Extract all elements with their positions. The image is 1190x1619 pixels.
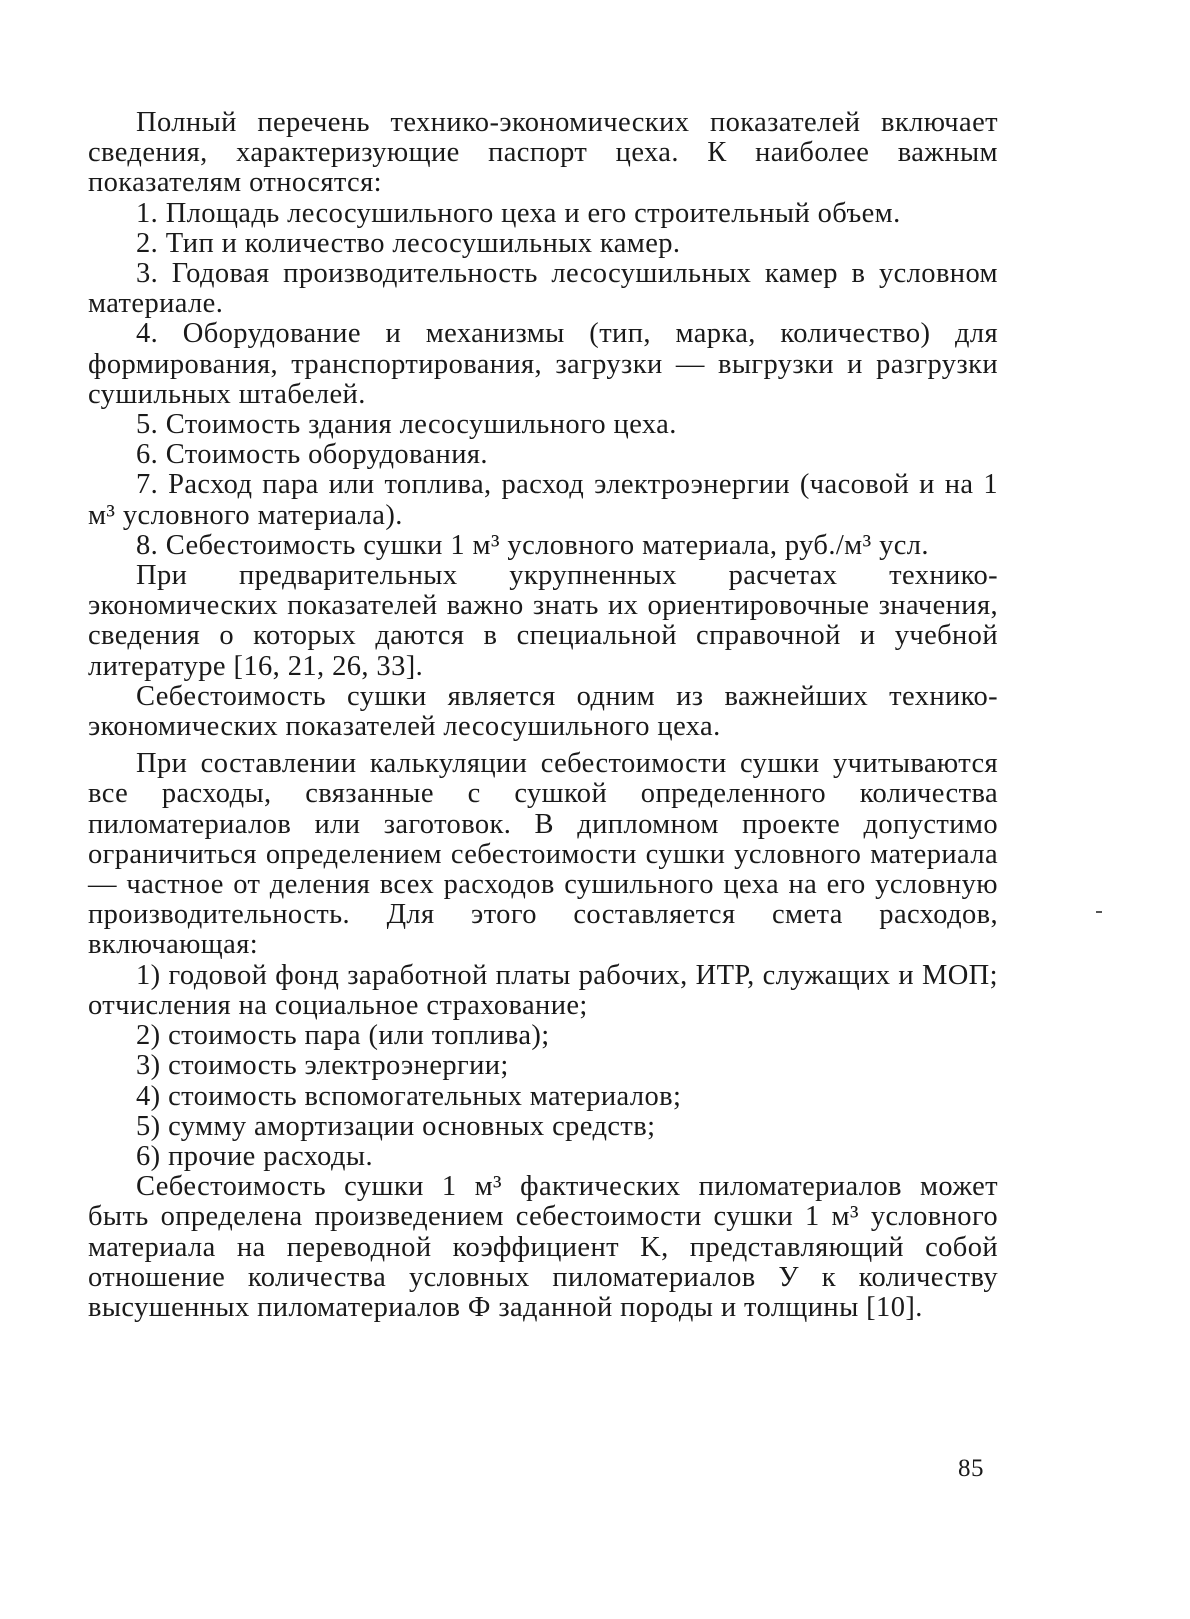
list-item-building-cost: 5. Стоимость здания лесосушильного цеха. [136,409,677,441]
list-item-materials-cost: 4) стоимость вспомогательных материалов; [136,1080,682,1112]
list-item-equipment: 4. Оборудование и механизмы (тип, марка, количество) для формирования, транспортирования, загрузки — выгрузки и разгрузки сушильных штабелей. [88,318,998,410]
page-body [88,108,998,1323]
scan-speck [1096,911,1102,913]
list-item-steam-consumption: 7. Расход пара или топлива, расход электроэнергии (часовой и на 1 м³ условного материала). [88,469,998,531]
list-item-drying-cost: 8. Себестоимость сушки 1 м³ условного материала, руб./м³ усл. [136,529,929,561]
list-item-steam-cost: 2) стоимость пара (или топлива); [136,1020,550,1052]
list-item-area: 1. Площадь лесосушильного цеха и его строительный объем. [136,197,901,229]
paragraph-actual-cost: Себестоимость сушки 1 м³ фактических пиломатериалов может быть определена произведением себестоимости сушки 1 м³ условного материала на переводной коэффициент K, представляющий собой отношение количества условных пиломатериалов У к количеству высушенных пиломатериалов Ф заданной породы и толщины [10]. [88,1171,998,1323]
list-item-chamber-type: 2. Тип и количество лесосушильных камер. [136,227,681,259]
paragraph-intro: Полный перечень технико-экономических показателей включает сведения, характеризующие паспорт цеха. К наиболее важным показателям относятся: [88,107,998,199]
list-item-depreciation: 5) сумму амортизации основных средств; [136,1110,656,1142]
paragraph-preliminary: При предварительных укрупненных расчетах технико-экономических показателей важно знать их ориентировочные значения, сведения о которых даются в специальной справочной и учебной литературе [16, 21, 26, 33]. [88,560,998,682]
list-item-electricity-cost: 3) стоимость электроэнергии; [136,1050,509,1082]
page-number: 85 [958,1455,984,1482]
paragraph-calculation: При составлении калькуляции себестоимости сушки учитываются все расходы, связанные с сушкой определенного количества пиломатериалов или заготовок. В дипломном проекте допустимо ограничиться определением себестоимости сушки условного материала — частное от деления всех расходов сушильного цеха на его условную производительность. Для этого составляется смета расходов, включающая: [88,748,998,961]
list-item-other: 6) прочие расходы. [136,1140,373,1172]
paragraph-cost-importance: Себестоимость сушки является одним из важнейших технико-экономических показателей лесосушильного цеха. [88,680,998,743]
list-item-annual-output: 3. Годовая производительность лесосушильных камер в условном материале. [88,258,998,320]
list-item-equipment-cost: 6. Стоимость оборудования. [136,439,488,471]
list-item-wages: 1) годовой фонд заработной платы рабочих, ИТР, служащих и МОП; отчисления на социальное страхование; [88,959,998,1021]
